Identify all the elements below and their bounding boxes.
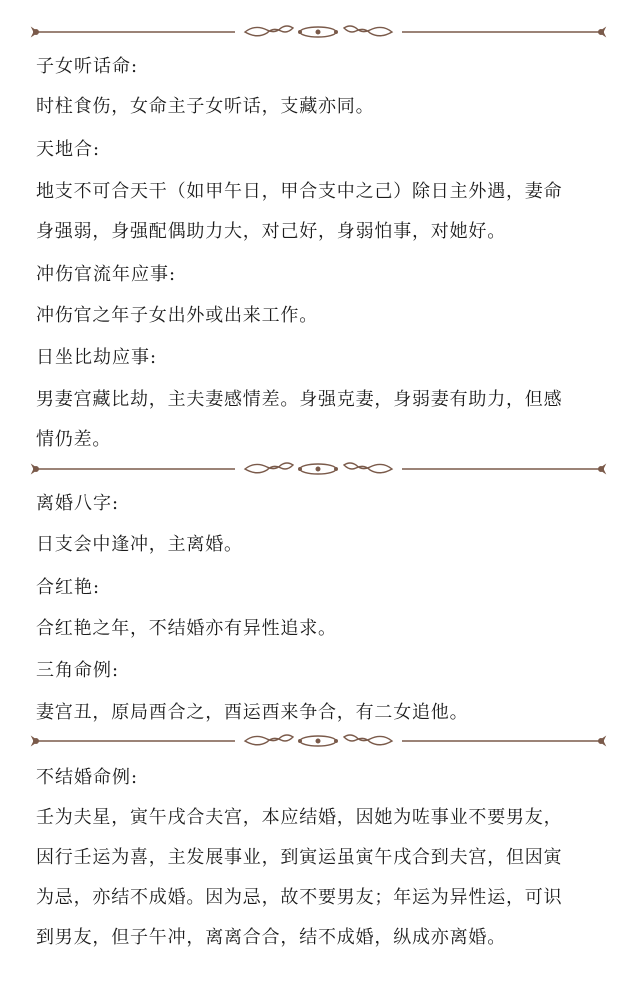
- section-heading: 合红艳:: [36, 577, 101, 598]
- paragraph-line: 情仍差。: [36, 429, 112, 450]
- paragraph-line: 壬为夫星，寅午戌合夫宫，本应结婚，因她为咗事业不要男友，: [36, 807, 563, 828]
- section-heading: 不结婚命例:: [36, 767, 139, 788]
- paragraph-line: 男妻宫藏比劫，主夫妻感情差。身强克妻，身弱妻有助力，但感: [36, 389, 563, 410]
- ornamental-divider-top: [30, 20, 607, 44]
- paragraph-line: 合红艳之年，不结婚亦有异性追求。: [36, 618, 337, 639]
- paragraph-line: 因行壬运为喜，主发展事业，到寅运虽寅午戌合到夫宫，但因寅: [36, 847, 563, 868]
- section-heading: 子女听话命:: [36, 56, 139, 77]
- section-heading: 日坐比劫应事:: [36, 347, 158, 368]
- paragraph-line: 身强弱，身强配偶助力大，对己好，身弱怕事，对她好。: [36, 221, 506, 242]
- section-heading: 天地合:: [36, 139, 101, 160]
- ornamental-divider-lower: [30, 729, 607, 753]
- ornamental-divider-middle: [30, 457, 607, 481]
- scroll-ornament-icon: [30, 20, 607, 44]
- paragraph-line: 日支会中逢冲，主离婚。: [36, 534, 243, 555]
- section-heading: 离婚八字:: [36, 493, 120, 514]
- paragraph-line: 冲伤官之年子女出外或出来工作。: [36, 305, 318, 326]
- paragraph-line: 到男友，但子午冲，离离合合，结不成婚，纵成亦离婚。: [36, 927, 506, 948]
- paragraph-line: 地支不可合天干（如甲午日，甲合支中之己）除日主外遇，妻命: [36, 181, 563, 202]
- scroll-ornament-icon: [30, 729, 607, 753]
- scroll-ornament-icon: [30, 457, 607, 481]
- section-heading: 冲伤官流年应事:: [36, 264, 177, 285]
- section-heading: 三角命例:: [36, 660, 120, 681]
- paragraph-line: 妻宫丑，原局酉合之，酉运酉来争合，有二女追他。: [36, 702, 469, 723]
- paragraph-line: 为忌，亦结不成婚。因为忌，故不要男友；年运为异性运，可识: [36, 887, 563, 908]
- paragraph-line: 时柱食伤，女命主子女听话，支藏亦同。: [36, 96, 375, 117]
